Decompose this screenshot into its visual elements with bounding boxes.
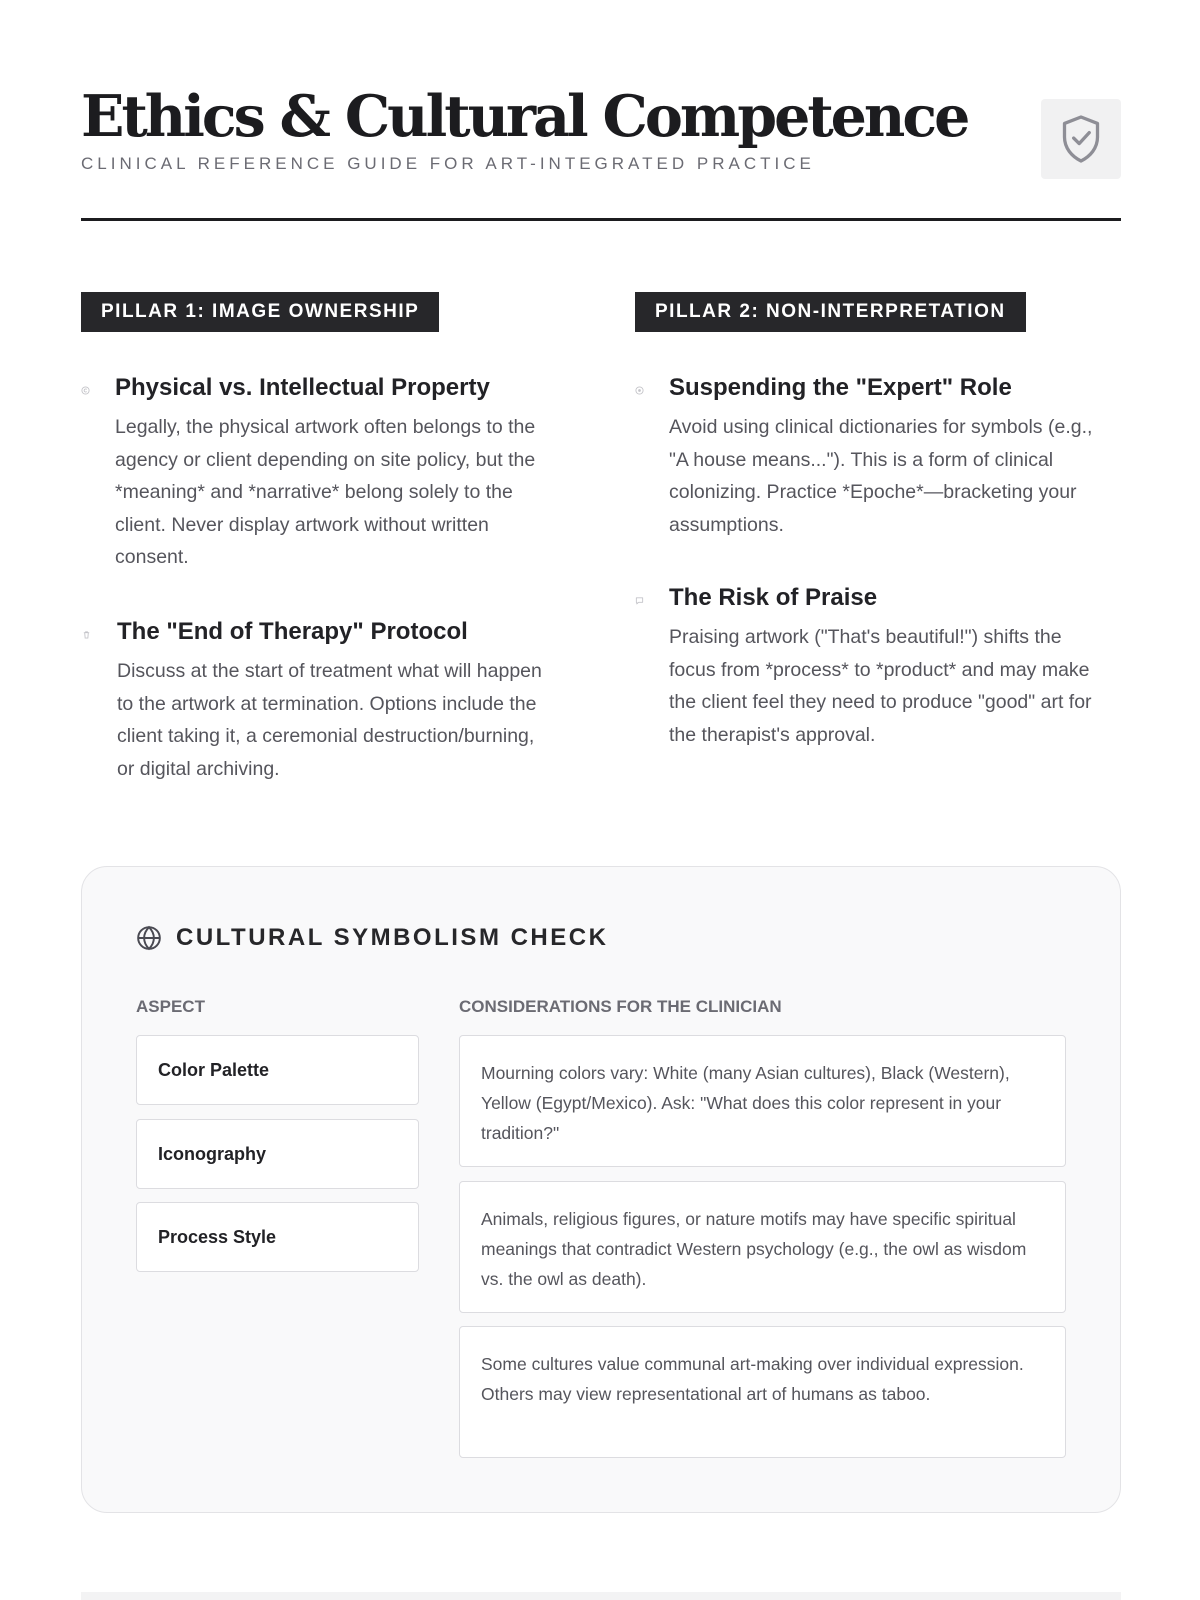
item-body: Legally, the physical artwork often belongs to the agency or client depending on site policy, but the *meaning* and *narrative* belong solely to the client. Never display artwork without written consent.	[115, 416, 536, 568]
item-title: The "End of Therapy" Protocol	[117, 618, 468, 645]
copyright-icon	[81, 386, 90, 395]
aspect-column-header: ASPECT	[136, 997, 205, 1016]
header-divider	[81, 218, 1121, 221]
speech-bubble-icon	[635, 596, 644, 605]
considerations-column-header: CONSIDERATIONS FOR THE CLINICIAN	[459, 997, 782, 1016]
globe-icon	[136, 925, 162, 951]
consideration-card: Animals, religious figures, or nature motifs may have specific spiritual meanings that contradict Western psychology (e.g., the owl as wisdom vs. the owl as death).	[459, 1181, 1066, 1313]
next-section-edge	[81, 1592, 1121, 1600]
panel-header	[136, 923, 608, 953]
consideration-card: Mourning colors vary: White (many Asian cultures), Black (Western), Yellow (Egypt/Mexico). Ask: "What does this color represent in your tradition?"	[459, 1035, 1066, 1167]
item-title: Suspending the "Expert" Role	[669, 374, 1012, 401]
item-body: Avoid using clinical dictionaries for symbols (e.g., "A house means..."). This is a form of clinical colonizing. Practice *Epoche*—bracketing your assumptions.	[669, 416, 1093, 536]
pillar-image-ownership	[81, 292, 561, 780]
item-body: Praising artwork ("That's beautiful!") shifts the focus from *process* to *product* and may make the client feel they need to produce "good" art for the therapist's approval.	[669, 626, 1092, 746]
consideration-card: Some cultures value communal art-making over individual expression. Others may view representational art of humans as taboo.	[459, 1326, 1066, 1458]
item-body: Discuss at the start of treatment what will happen to the artwork at termination. Options include the client taking it, a ceremonial destruction/burning, or digital archiving.	[117, 660, 542, 780]
page-header	[81, 82, 1121, 222]
cultural-symbolism-panel	[81, 866, 1121, 1513]
aspect-process-style: Process Style	[136, 1202, 419, 1272]
eye-icon	[635, 386, 644, 395]
pillar-tag: PILLAR 2: NON-INTERPRETATION	[635, 292, 1026, 332]
page-subtitle: CLINICAL REFERENCE GUIDE FOR ART-INTEGRATED PRACTICE	[81, 154, 815, 173]
trash-icon	[82, 630, 91, 639]
pillar-non-interpretation	[635, 292, 1115, 746]
pillar-tag: PILLAR 1: IMAGE OWNERSHIP	[81, 292, 439, 332]
item-title: Physical vs. Intellectual Property	[115, 374, 490, 401]
shield-check-icon	[1059, 113, 1103, 165]
panel-title: CULTURAL SYMBOLISM CHECK	[176, 924, 609, 951]
aspect-iconography: Iconography	[136, 1119, 419, 1189]
aspect-color-palette: Color Palette	[136, 1035, 419, 1105]
page-title: Ethics & Cultural Competence	[81, 83, 968, 150]
shield-badge	[1041, 99, 1121, 179]
item-title: The Risk of Praise	[669, 584, 878, 611]
